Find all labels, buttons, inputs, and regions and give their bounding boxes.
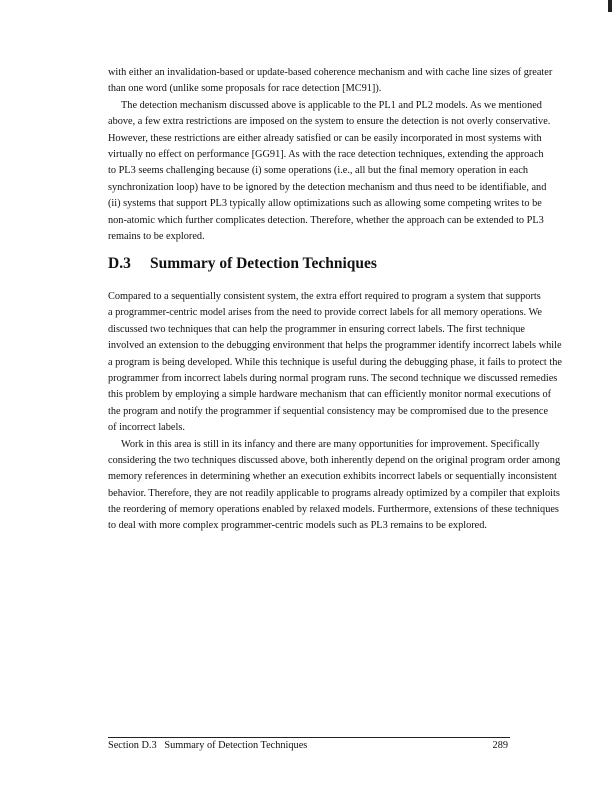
footer-section: Section D.3 Summary of Detection Techniques bbox=[108, 740, 308, 751]
text-line: virtually no effect on performance [GG91]. As with the race detection techniques, extending the approach bbox=[108, 148, 544, 160]
scan-mark bbox=[608, 0, 612, 12]
text-line: Work in this area is still in its infancy and there are many opportunities for improvement. Specifically bbox=[121, 438, 540, 450]
section-number: D.3 bbox=[108, 255, 131, 272]
page-number: 289 bbox=[492, 740, 508, 751]
text-line: (ii) systems that support PL3 typically allow optimizations such as allowing some competing writes to be bbox=[108, 198, 542, 210]
text-line: The detection mechanism discussed above is applicable to the PL1 and PL2 models. As we mentioned bbox=[121, 99, 542, 111]
text-line: non-atomic which further complicates detection. Therefore, whether the approach can be extended to PL3 bbox=[108, 214, 544, 226]
text-line: However, these restrictions are either already satisfied or can be easily incorporated in most systems with bbox=[108, 132, 542, 144]
text-line: memory references in determining whether an execution exhibits incorrect labels or sequentially inconsistent bbox=[108, 471, 557, 483]
text-line: considering the two techniques discussed above, both inherently depend on the original program order among bbox=[108, 454, 561, 466]
text-line: synchronization loop) have to be ignored by the detection mechanism and thus need to be identifiable, and bbox=[108, 181, 547, 193]
text-line: Compared to a sequentially consistent system, the extra effort required to program a system that supports bbox=[108, 291, 541, 302]
text-line: involved an extension to the debugging environment that helps the programmer identify incorrect labels while bbox=[108, 340, 562, 352]
text-line: than one word (unlike some proposals for race detection [MC91]). bbox=[108, 83, 382, 95]
text-line: programmer from incorrect labels during normal program runs. The second technique we discussed remedies bbox=[108, 372, 558, 384]
page-footer bbox=[108, 740, 508, 751]
text-line: a programmer-centric model arises from the need to provide correct labels for all memory operations. We bbox=[108, 307, 542, 319]
text-line: the program and notify the programmer if sequential consistency may be compromised due to the presence bbox=[108, 405, 549, 417]
text-line: the reordering of memory operations enabled by relaxed models. Furthermore, extensions of these techniques bbox=[108, 504, 559, 516]
text-line: behavior. Therefore, they are not readily applicable to programs already optimized by a compiler that exploits bbox=[108, 487, 560, 499]
text-line: above, a few extra restrictions are imposed on the system to ensure the detection is not overly conservative. bbox=[108, 116, 551, 128]
section-heading bbox=[108, 255, 377, 273]
section-title: Summary of Detection Techniques bbox=[150, 255, 377, 272]
text-line: a program is being developed. While this technique is useful during the debugging phase, it fails to protect the bbox=[108, 356, 562, 368]
paragraph-block-2 bbox=[108, 289, 562, 535]
text-line: discussed two techniques that can help the programmer in ensuring correct labels. The first technique bbox=[108, 323, 525, 335]
text-line: remains to be explored. bbox=[108, 230, 205, 242]
text-line: of incorrect labels. bbox=[108, 422, 185, 434]
footer-rule bbox=[108, 737, 510, 738]
text-line: to deal with more complex programmer-centric models such as PL3 remains to be explored. bbox=[108, 520, 487, 532]
text-line: with either an invalidation-based or update-based coherence mechanism and with cache line sizes of greater bbox=[108, 67, 553, 78]
paragraph-block-1 bbox=[108, 65, 553, 245]
text-line: this problem by employing a simple hardware mechanism that can efficiently monitor normal executions of bbox=[108, 389, 552, 401]
text-line: to PL3 seems challenging because (i) some operations (i.e., all but the final memory operation in each bbox=[108, 165, 529, 177]
